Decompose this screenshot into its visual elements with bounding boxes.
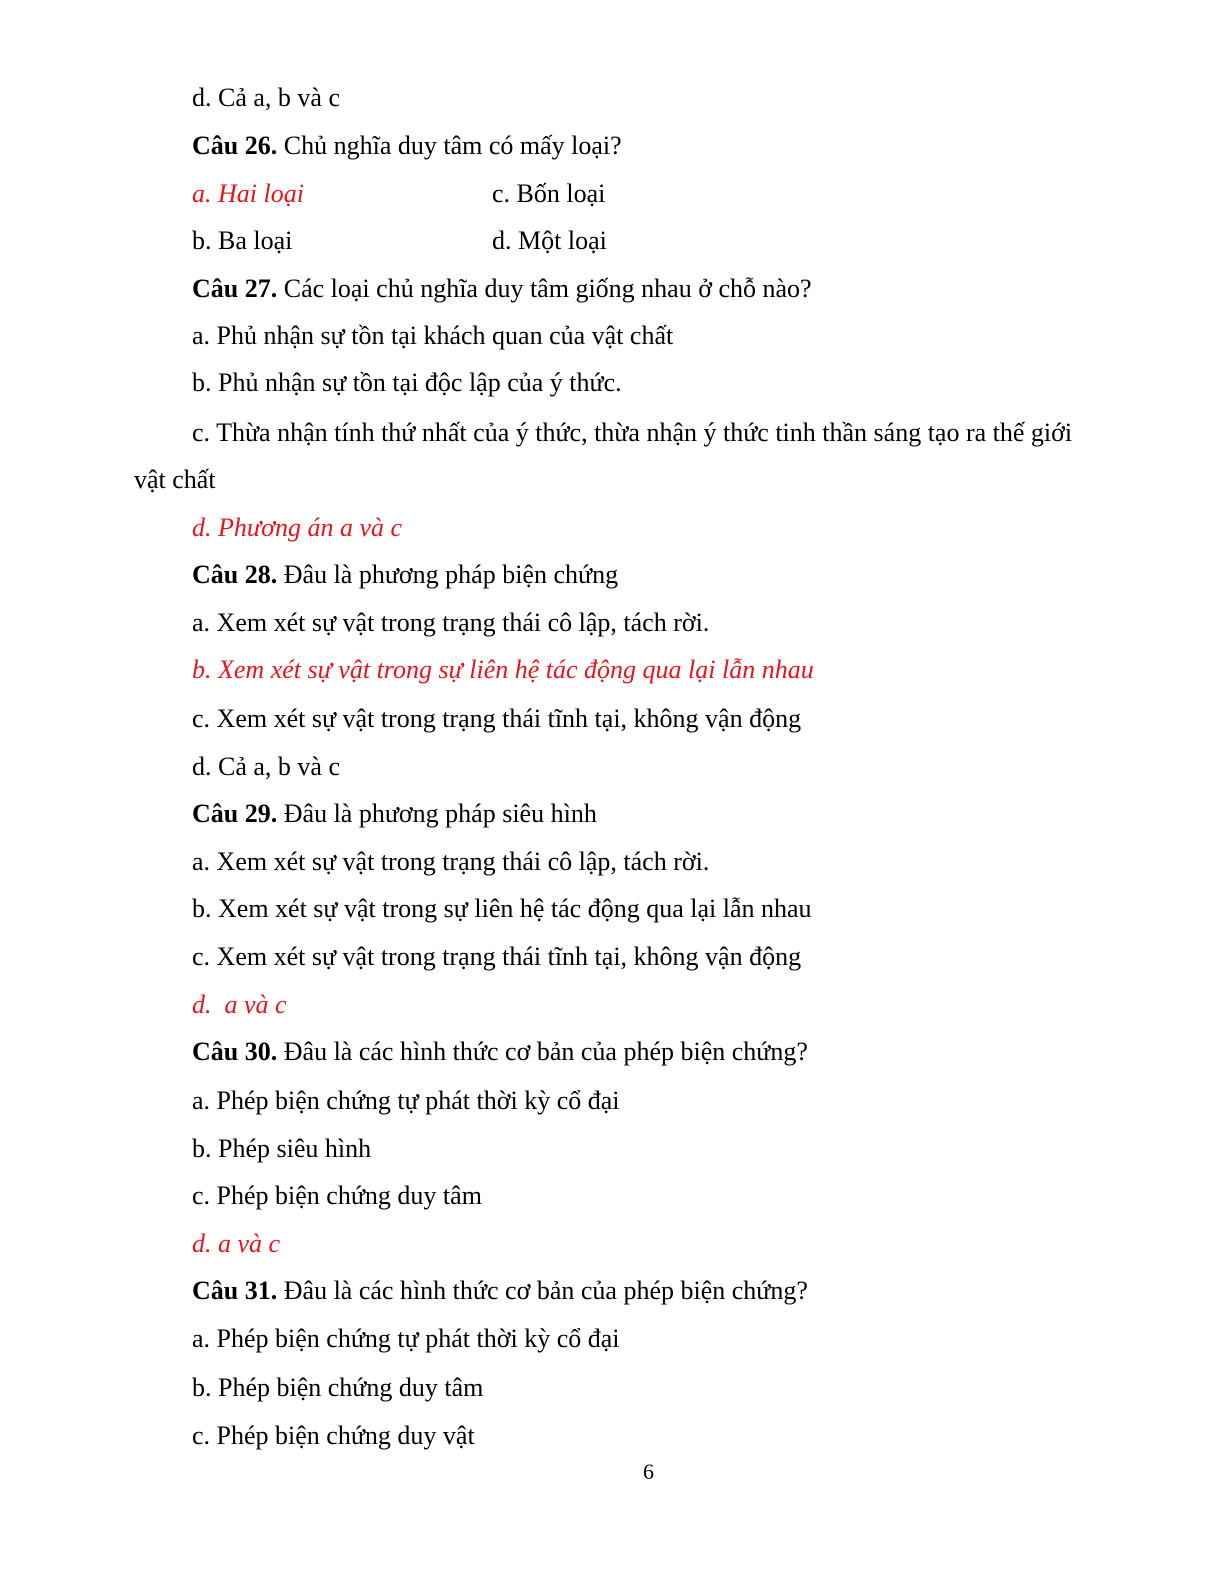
question-28 xyxy=(192,559,618,591)
answer-option: b. Ba loại xyxy=(192,226,293,255)
answer-option: c. Phép biện chứng duy tâm xyxy=(192,1181,482,1210)
answer-option: d. Cả a, b và c xyxy=(192,752,341,781)
answer-option: b. Xem xét sự vật trong sự liên hệ tác động qua lại lẫn nhau xyxy=(192,894,812,923)
answer-option: b. Phép siêu hình xyxy=(192,1134,372,1163)
answer-option: d. Một loại xyxy=(492,226,607,255)
correct-answer-option: d. a và c xyxy=(192,990,287,1019)
answer-option: c. Xem xét sự vật trong trạng thái tĩnh tại, không vận động xyxy=(192,704,802,733)
answer-option: a. Phép biện chứng tự phát thời kỳ cổ đại xyxy=(192,1324,620,1353)
question-30 xyxy=(192,1036,808,1068)
answer-option: c. Phép biện chứng duy vật xyxy=(192,1421,475,1450)
correct-answer-option: d. Phương án a và c xyxy=(192,513,403,542)
question-text: Đâu là phương pháp siêu hình xyxy=(277,799,597,828)
question-text: Đâu là phương pháp biện chứng xyxy=(277,560,619,589)
correct-answer-option: a. Hai loại xyxy=(192,179,304,208)
question-number: Câu 29. xyxy=(192,799,278,828)
correct-answer-option: d. a và c xyxy=(192,1229,281,1258)
answer-option: c. Xem xét sự vật trong trạng thái tĩnh tại, không vận động xyxy=(192,942,802,971)
question-number: Câu 30. xyxy=(192,1037,278,1066)
question-27 xyxy=(192,273,812,305)
answer-option-continued: vật chất xyxy=(134,465,216,494)
answer-option: a. Phép biện chứng tự phát thời kỳ cổ đại xyxy=(192,1086,620,1115)
question-text: Chủ nghĩa duy tâm có mấy loại? xyxy=(277,131,622,160)
question-text: Đâu là các hình thức cơ bản của phép biện chứng? xyxy=(277,1037,808,1066)
question-text: Các loại chủ nghĩa duy tâm giống nhau ở chỗ nào? xyxy=(277,274,812,303)
question-31 xyxy=(192,1275,808,1307)
question-number: Câu 31. xyxy=(192,1276,278,1305)
correct-answer-option: b. Xem xét sự vật trong sự liên hệ tác động qua lại lẫn nhau xyxy=(192,655,814,684)
question-26 xyxy=(192,130,622,162)
answer-option: b. Phủ nhận sự tồn tại độc lập của ý thức. xyxy=(192,368,622,397)
question-number: Câu 27. xyxy=(192,274,278,303)
answer-option: c. Bốn loại xyxy=(492,179,606,208)
question-text: Đâu là các hình thức cơ bản của phép biện chứng? xyxy=(277,1276,808,1305)
question-number: Câu 28. xyxy=(192,560,278,589)
question-29 xyxy=(192,798,597,830)
answer-option: d. Cả a, b và c xyxy=(192,83,341,112)
answer-option: b. Phép biện chứng duy tâm xyxy=(192,1373,484,1402)
answer-option: a. Xem xét sự vật trong trạng thái cô lập, tách rời. xyxy=(192,608,710,637)
question-number: Câu 26. xyxy=(192,131,278,160)
page-number: 6 xyxy=(643,1459,654,1484)
answer-option: a. Phủ nhận sự tồn tại khách quan của vật chất xyxy=(192,321,674,350)
answer-option: c. Thừa nhận tính thứ nhất của ý thức, thừa nhận ý thức tinh thần sáng tạo ra thế giới xyxy=(192,418,1073,447)
answer-option: a. Xem xét sự vật trong trạng thái cô lập, tách rời. xyxy=(192,847,710,876)
